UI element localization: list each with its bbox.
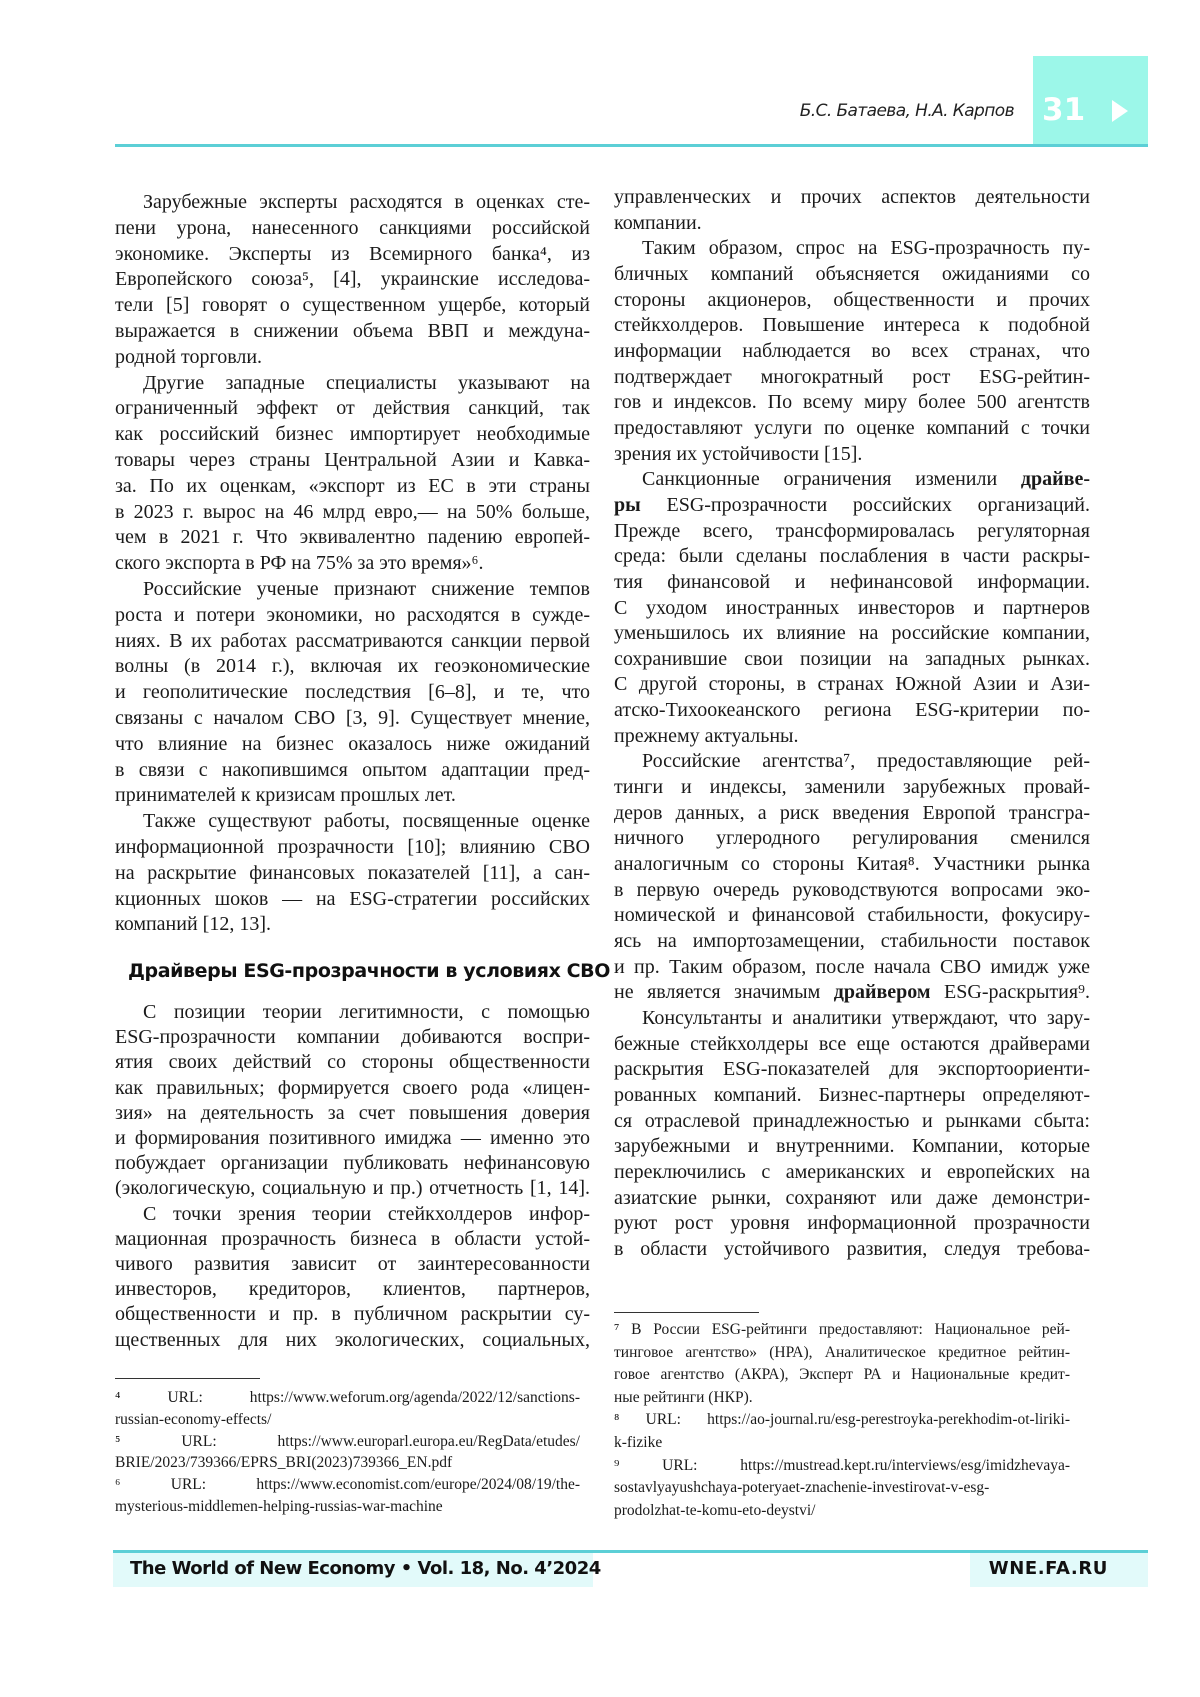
bold-term: драйвером (834, 981, 931, 1003)
text-line (614, 955, 1090, 981)
text-line (115, 1151, 590, 1176)
text-line (614, 621, 1090, 647)
footnote-line (614, 1477, 1070, 1500)
footnote-line (614, 1432, 1070, 1455)
text-run: ничного углеродного регулирования сменился (614, 827, 1090, 849)
text-run: в связи с накопившимся опытом адаптации пред- (115, 759, 590, 781)
text-line (614, 775, 1090, 801)
text-run: бежные стейкхолдеры все еще остаются драйверами (614, 1033, 1090, 1055)
footnote-line (115, 1431, 580, 1453)
text-run: аналогичным со стороны Китая⁸. Участники рынка (614, 853, 1090, 875)
text-line (115, 861, 590, 887)
text-run: стейкхолдеров. Повышение интереса к подобной (614, 314, 1090, 336)
text-line (614, 211, 1090, 237)
text-line (614, 647, 1090, 673)
text-run: ⁷ В России ESG-рейтинги предоставляют: Национальное рей- (614, 1321, 1070, 1338)
text-run: russian-economy-effects/ (115, 1411, 271, 1428)
text-run: среда: были сделаны послабления в части раскры- (614, 545, 1090, 567)
text-line (115, 371, 590, 397)
text-line (614, 1006, 1090, 1032)
text-run: и геополитические последствия [6–8], и те, что (115, 681, 590, 703)
text-run: ные рейтинги (НКР). (614, 1389, 753, 1406)
text-line (115, 1202, 590, 1227)
text-run: ESG-прозрачности российских организаций. (641, 494, 1090, 516)
text-run: зарубежными и внутренними. Компании, которые (614, 1135, 1090, 1157)
text-line (115, 577, 590, 603)
text-run: ятия своих действий со стороны общественности (115, 1051, 590, 1073)
text-run: номической и финансовой стабильности, фокусиру- (614, 904, 1090, 926)
text-run: ясь на импортозамещении, стабильности поставок (614, 930, 1090, 952)
text-run: (экологическую, социальную и пр.) отчетность [1, 14]. (115, 1177, 590, 1199)
text-line (115, 345, 590, 371)
text-run: мационная прозрачность бизнеса в области устой- (115, 1228, 590, 1250)
text-run: ограниченный эффект от действия санкций, так (115, 397, 590, 419)
text-line (115, 835, 590, 861)
text-line (115, 190, 590, 216)
text-run: и формирования позитивного имиджа — именно это (115, 1127, 590, 1149)
text-line (115, 680, 590, 706)
text-run: не является значимым (614, 981, 834, 1003)
right-footnotes (614, 1319, 1070, 1522)
text-line (115, 422, 590, 448)
text-line (614, 929, 1090, 955)
text-line (614, 903, 1090, 929)
text-run: чивого развития зависит от заинтересованности (115, 1253, 590, 1275)
text-line (614, 698, 1090, 724)
text-line (614, 262, 1090, 288)
footnote-line (614, 1342, 1070, 1365)
text-line (614, 801, 1090, 827)
right-column-text (614, 185, 1090, 1263)
text-line (614, 288, 1090, 314)
text-line (115, 293, 590, 319)
text-run: уменьшилось их влияние на российские компании, (614, 622, 1090, 644)
text-line (115, 629, 590, 655)
text-line (614, 826, 1090, 852)
text-run: Европейского союза⁵, [4], украинские исследова- (115, 268, 590, 290)
text-line (614, 878, 1090, 904)
text-run: как правильных; формируется своего рода «лицен- (115, 1077, 590, 1099)
text-run: экономике. Эксперты из Всемирного банка⁴, из (115, 243, 590, 265)
text-run: тинговое агентство» (НРА), Аналитическое кредитное рейтин- (614, 1344, 1070, 1361)
text-run: Таким образом, спрос на ESG-прозрачность пу- (642, 237, 1090, 259)
text-line (115, 551, 590, 577)
text-run: информационной прозрачности [10]; влиянию СВО (115, 836, 590, 858)
text-run: mysterious-middlemen-helping-russias-war-machine (115, 1498, 443, 1515)
text-line (614, 442, 1090, 468)
page-number: 31 (1042, 92, 1085, 128)
text-line (614, 1057, 1090, 1083)
text-run: ского экспорта в РФ на 75% за это время»⁶. (115, 552, 484, 574)
text-line (115, 912, 590, 938)
text-line (115, 732, 590, 758)
text-run: чем в 2021 г. Что эквивалентно падению европей- (115, 526, 590, 548)
text-run: гов и индексов. По всему миру более 500 агентств (614, 391, 1090, 413)
text-run: С позиции теории легитимности, с помощью (143, 1001, 590, 1023)
text-line (115, 1101, 590, 1126)
text-line (614, 749, 1090, 775)
text-run: в первую очередь руководствуются вопросами эко- (614, 879, 1090, 901)
text-line (614, 544, 1090, 570)
footnote-line (614, 1409, 1070, 1432)
text-line (614, 313, 1090, 339)
text-line (614, 672, 1090, 698)
text-line (614, 1160, 1090, 1186)
footnote-line (614, 1500, 1070, 1523)
triangle-right-icon (1112, 100, 1128, 122)
text-run: общественности и пр. в публичном раскрытии су- (115, 1303, 590, 1325)
text-run: волны (в 2014 г.), включая их геоэкономические (115, 655, 590, 677)
text-run: тия финансовой и нефинансовой информации. (614, 571, 1090, 593)
text-line (614, 1186, 1090, 1212)
text-run: бличных компаний объясняется ожиданиями со (614, 263, 1090, 285)
text-line (115, 1000, 590, 1025)
text-run: ⁸ URL: https://ao-journal.ru/esg-perestroyka-perekhodim-ot-liriki- (614, 1411, 1070, 1428)
text-run: побуждает организации публиковать нефинансовую (115, 1152, 590, 1174)
text-line (115, 1025, 590, 1050)
footer-website-link[interactable]: WNE.FA.RU (989, 1558, 1108, 1579)
text-line (115, 1076, 590, 1101)
text-line (115, 1277, 590, 1302)
text-line (115, 1176, 590, 1201)
footnote-line (115, 1452, 580, 1474)
text-line (115, 216, 590, 242)
text-line (115, 706, 590, 732)
text-run: выражается в снижении объема ВВП и междуна- (115, 320, 590, 342)
text-line (614, 236, 1090, 262)
text-run: за. По их оценкам, «экспорт из ЕС в эти страны (115, 475, 590, 497)
text-run: связаны с началом СВО [3, 9]. Существует мнение, (115, 707, 590, 729)
text-run: prodolzhat-te-komu-eto-deystvi/ (614, 1502, 815, 1519)
footnote-divider (614, 1312, 759, 1313)
text-line (115, 448, 590, 474)
text-run: сохранившие свои позиции на западных рынках. (614, 648, 1090, 670)
text-line (614, 1109, 1090, 1135)
footnote-line (115, 1409, 580, 1431)
text-run: Также существуют работы, посвященные оценке (143, 810, 590, 832)
text-run: Другие западные специалисты указывают на (143, 372, 590, 394)
footnote-line (614, 1319, 1070, 1342)
text-line (115, 1302, 590, 1327)
text-run: Зарубежные эксперты расходятся в оценках сте- (143, 191, 590, 213)
text-run: Консультанты и аналитики утверждают, что зару- (642, 1007, 1090, 1029)
text-line (115, 783, 590, 809)
text-run: переключились с американских и европейских на (614, 1161, 1090, 1183)
text-run: ESG-прозрачности компании добиваются воспри- (115, 1026, 590, 1048)
text-line (614, 852, 1090, 878)
text-line (115, 242, 590, 268)
text-line (115, 758, 590, 784)
text-run: кционных шоков — на ESG-стратегии российских (115, 888, 590, 910)
text-line (115, 396, 590, 422)
text-line (614, 980, 1090, 1006)
footnote-line (614, 1455, 1070, 1478)
text-line (115, 319, 590, 345)
text-line (614, 416, 1090, 442)
left-footnotes (115, 1387, 580, 1518)
text-line (115, 525, 590, 551)
text-run: зия» на деятельность за счет повышения доверия (115, 1102, 590, 1124)
text-run: подтверждает многократный рост ESG-рейтин- (614, 366, 1090, 388)
text-line (614, 570, 1090, 596)
text-run: зрения их устойчивости [15]. (614, 443, 862, 465)
text-run: тели [5] говорят о существенном ущербе, который (115, 294, 590, 316)
text-run: Прежде всего, трансформировалась регуляторная (614, 520, 1090, 542)
text-run: ESG-раскрытия⁹. (931, 981, 1090, 1003)
text-line (115, 1252, 590, 1277)
text-run: информации наблюдается во всех странах, что (614, 340, 1090, 362)
text-run: С другой стороны, в странах Южной Азии и Ази- (614, 673, 1090, 695)
text-line (115, 1126, 590, 1151)
text-run: k-fizike (614, 1434, 662, 1451)
text-line (614, 365, 1090, 391)
text-run: ⁶ URL: https://www.economist.com/europe/2024/08/19/the- (115, 1476, 580, 1493)
text-line (115, 887, 590, 913)
text-line (115, 1227, 590, 1252)
text-line (115, 809, 590, 835)
text-run: sostavlyayushchaya-poteryaet-znachenie-investirovat-v-esg- (614, 1479, 989, 1496)
header-divider (115, 144, 1148, 147)
text-line (115, 500, 590, 526)
left-column-text-a (115, 190, 590, 938)
text-run: говое агентство (АКРА), Эксперт РА и Национальные кредит- (614, 1366, 1070, 1383)
text-run: как российский бизнес импортирует необходимые (115, 423, 590, 445)
text-line (614, 493, 1090, 519)
journal-page (0, 0, 1200, 1697)
footnote-line (614, 1364, 1070, 1387)
text-run: прежнему актуальны. (614, 725, 798, 747)
text-run: ниях. В их работах рассматриваются санкции первой (115, 630, 590, 652)
text-run: пени урона, нанесенного санкциями российской (115, 217, 590, 239)
text-run: родной торговли. (115, 346, 262, 368)
footnote-line (614, 1387, 1070, 1410)
text-line (614, 724, 1090, 750)
footnote-line (115, 1496, 580, 1518)
text-line (614, 185, 1090, 211)
text-line (115, 1328, 590, 1353)
footnote-line (115, 1474, 580, 1496)
left-column-text-b (115, 1000, 590, 1353)
text-run: инвесторов, кредиторов, клиентов, партнеров, (115, 1278, 590, 1300)
text-run: управленческих и прочих аспектов деятельности (614, 186, 1090, 208)
text-run: атско-Тихоокеанского региона ESG-критерии по- (614, 699, 1090, 721)
text-run: щественных для них экологических, социальных, (115, 1329, 590, 1351)
text-run: раскрытия ESG-показателей для экспортоориенти- (614, 1058, 1090, 1080)
text-line (115, 603, 590, 629)
text-run: в области устойчивого развития, следуя требова- (614, 1238, 1090, 1260)
text-line (614, 390, 1090, 416)
text-run: азиатские рынки, сохраняют или даже демонстри- (614, 1187, 1090, 1209)
text-run: рованных компаний. Бизнес-партнеры определяют- (614, 1084, 1090, 1106)
text-line (614, 1134, 1090, 1160)
text-run: стороны акционеров, общественности и прочих (614, 289, 1090, 311)
text-run: ⁵ URL: https://www.europarl.europa.eu/RegData/etudes/ (115, 1433, 580, 1450)
text-line (614, 1032, 1090, 1058)
bold-term: ры (614, 494, 641, 516)
text-line (614, 519, 1090, 545)
text-run: товары через страны Центральной Азии и Кавка- (115, 449, 590, 471)
text-run: ся отраслевой принадлежностью и рынками сбыта: (614, 1110, 1090, 1132)
text-run: Российские ученые признают снижение темпов (143, 578, 590, 600)
text-line (115, 267, 590, 293)
text-line (614, 339, 1090, 365)
footnote-divider (115, 1378, 260, 1379)
text-run: на раскрытие финансовых показателей [11], а сан- (115, 862, 590, 884)
text-run: ⁴ URL: https://www.weforum.org/agenda/2022/12/sanctions- (115, 1389, 580, 1406)
text-run: тинги и индексы, заменили зарубежных провай- (614, 776, 1090, 798)
text-line (115, 654, 590, 680)
text-run: и пр. Таким образом, после начала СВО имидж уже (614, 956, 1090, 978)
text-line (614, 1237, 1090, 1263)
text-line (614, 596, 1090, 622)
text-line (614, 467, 1090, 493)
text-run: руют рост уровня информационной прозрачности (614, 1212, 1090, 1234)
text-run: в 2023 г. вырос на 46 млрд евро,— на 50% больше, (115, 501, 590, 523)
text-run: Санкционные ограничения изменили (642, 468, 1021, 490)
bold-term: драйве- (1021, 468, 1090, 490)
section-heading: Драйверы ESG-прозрачности в условиях СВО (128, 960, 610, 982)
text-line (115, 1050, 590, 1075)
text-run: ⁹ URL: https://mustread.kept.ru/interviews/esg/imidzhevaya- (614, 1457, 1070, 1474)
text-run: компании. (614, 212, 702, 234)
text-line (614, 1083, 1090, 1109)
footer-journal-title: The World of New Economy • Vol. 18, No. 4’2024 (130, 1558, 601, 1579)
text-run: BRIE/2023/739366/EPRS_BRI(2023)739366_EN.pdf (115, 1454, 452, 1471)
text-line (614, 1211, 1090, 1237)
footnote-line (115, 1387, 580, 1409)
text-run: принимателей к кризисам прошлых лет. (115, 784, 456, 806)
text-run: что влияние на бизнес оказалось ниже ожиданий (115, 733, 590, 755)
text-run: С точки зрения теории стейкхолдеров инфор- (143, 1203, 590, 1225)
text-run: деров данных, а риск введения Европой трансгра- (614, 802, 1090, 824)
text-run: предоставляют услуги по оценке компаний с точки (614, 417, 1090, 439)
text-run: компаний [12, 13]. (115, 913, 271, 935)
text-run: Российские агентства⁷, предоставляющие рей- (642, 750, 1090, 772)
text-line (115, 474, 590, 500)
running-header-authors: Б.С. Батаева, Н.А. Карпов (800, 101, 1014, 121)
text-run: С уходом иностранных инвесторов и партнеров (614, 597, 1090, 619)
text-run: роста и потери экономики, но расходятся в сужде- (115, 604, 590, 626)
